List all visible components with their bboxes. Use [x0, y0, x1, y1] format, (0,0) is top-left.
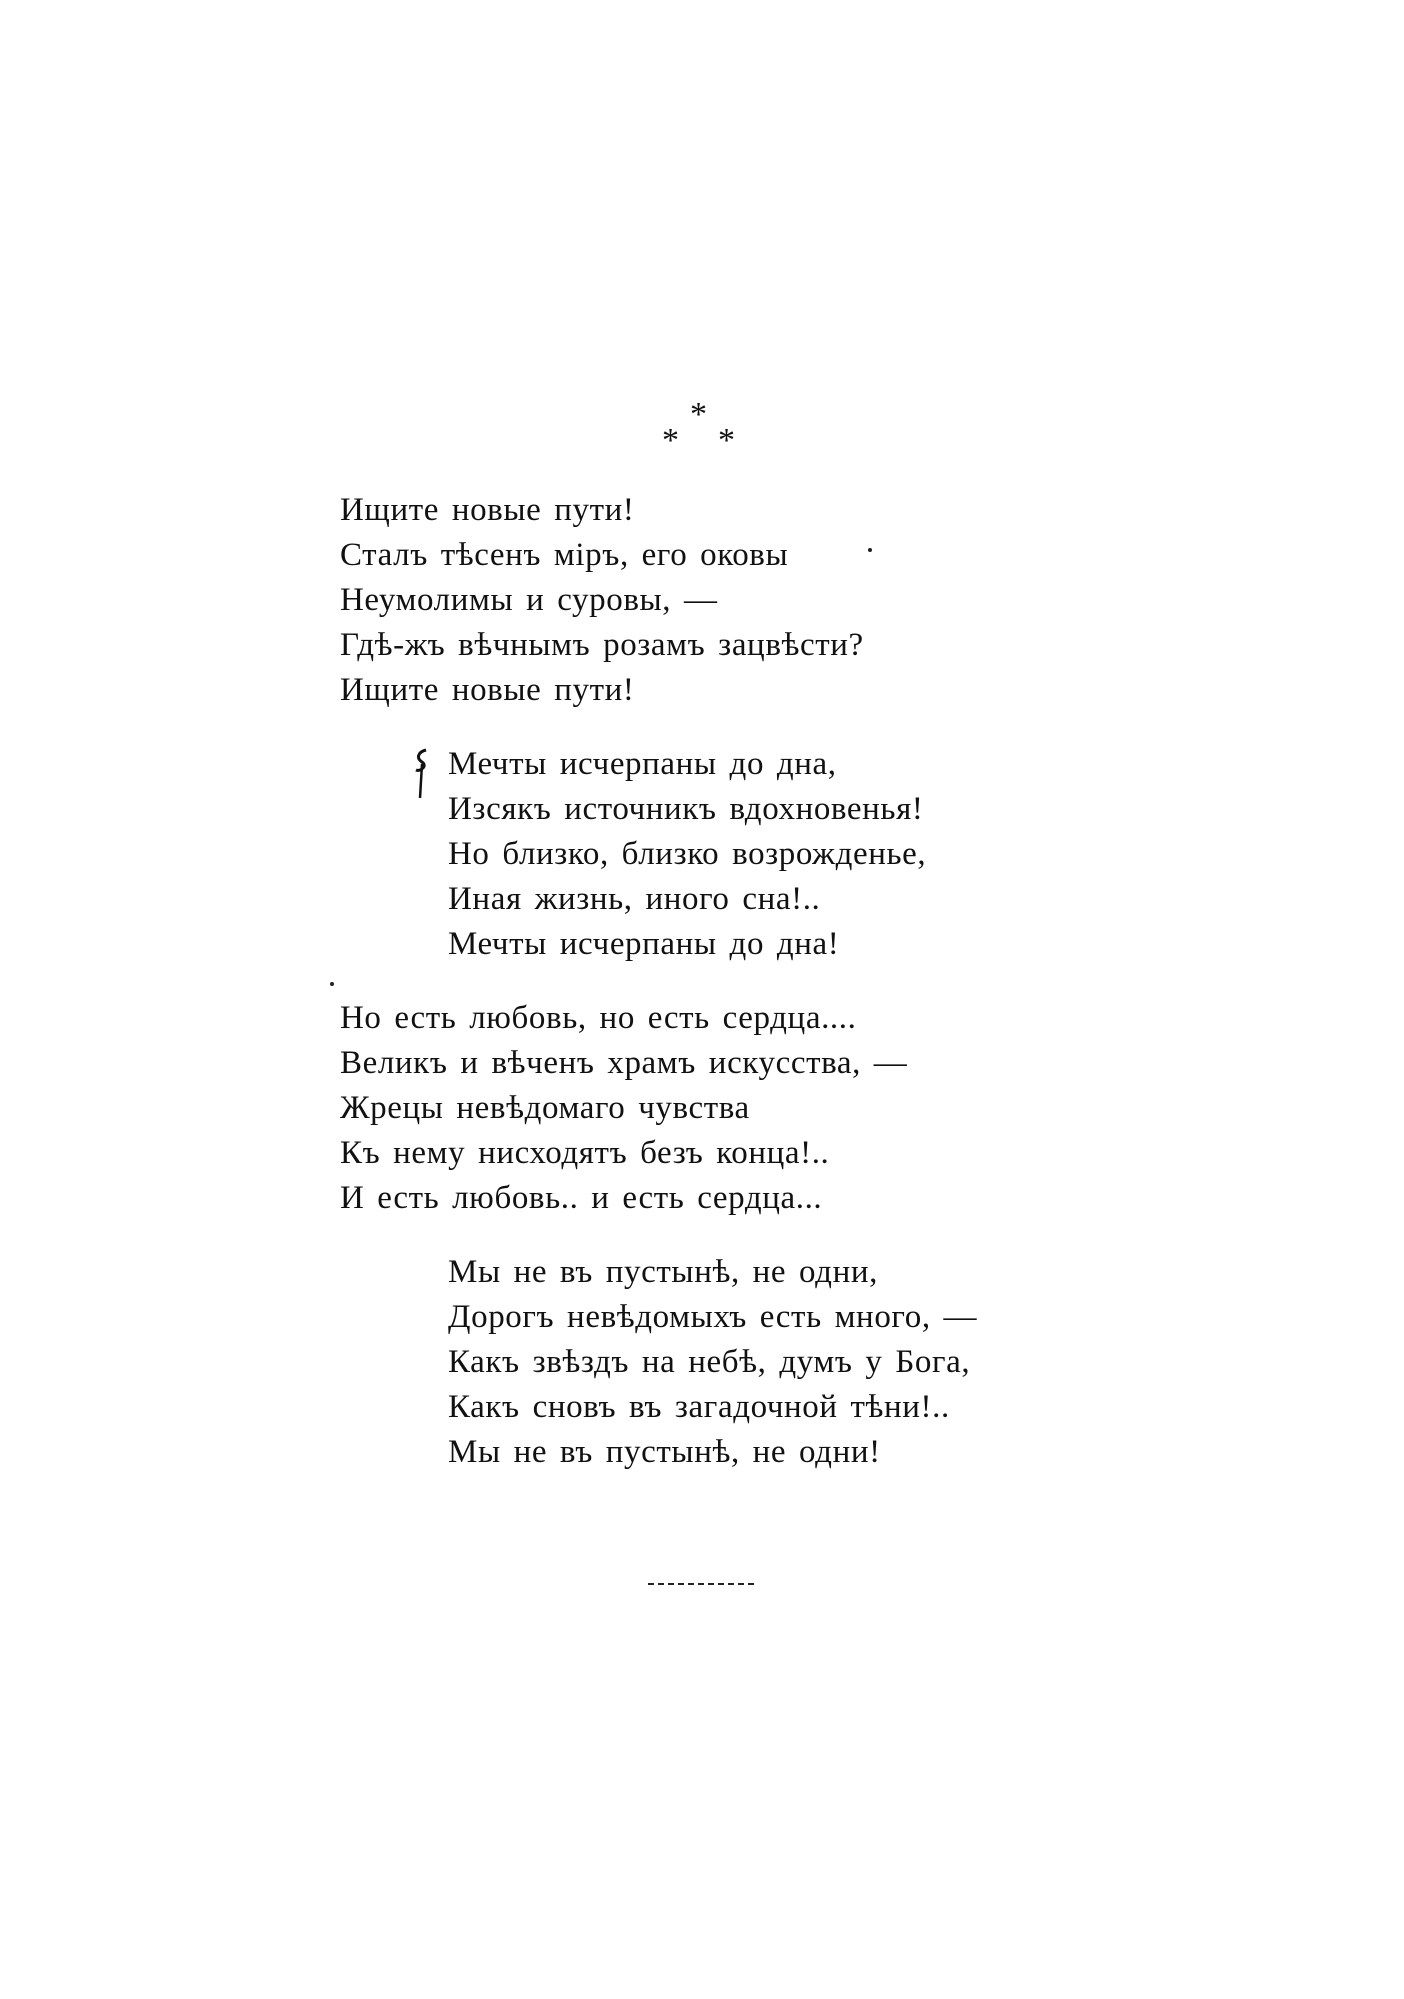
poem-line: Ищите новые пути!: [340, 492, 635, 528]
poem-line: И есть любовь.. и есть сердца...: [340, 1180, 823, 1216]
poem-line: Мечты исчерпаны до дна!: [448, 926, 840, 962]
asterism-star-top: *: [690, 396, 707, 433]
poem-line: Неумолимы и суровы, —: [340, 582, 718, 618]
poem-line: Но близко, близко возрожденье,: [448, 836, 927, 872]
poem-line: Жрецы невѣдомаго чувства: [340, 1090, 750, 1126]
poem-line: Дорогъ невѣдомыхъ есть много, —: [448, 1299, 978, 1335]
stanza-3: [340, 996, 907, 1221]
stanza-1: [340, 488, 864, 713]
poem-line: Какъ звѣздъ на небѣ, думъ у Бога,: [448, 1344, 971, 1380]
poem-line: Мечты исчерпаны до дна,: [448, 746, 837, 782]
handwritten-margin-mark: [412, 748, 430, 804]
ink-speck: [868, 548, 872, 552]
poem-line: Сталъ тѣсенъ міръ, его оковы: [340, 537, 789, 573]
poem-line: Мы не въ пустынѣ, не одни!: [448, 1434, 881, 1470]
poem-line: Гдѣ-жъ вѣчнымъ розамъ зацвѣсти?: [340, 627, 864, 663]
poem-line: Къ нему нисходятъ безъ конца!..: [340, 1135, 830, 1171]
poem-line: Мы не въ пустынѣ, не одни,: [448, 1254, 878, 1290]
poem-line: Иная жизнь, иного сна!..: [448, 881, 821, 917]
stanza-4: [448, 1250, 977, 1475]
poem-line: Какъ сновъ въ загадочной тѣни!..: [448, 1389, 950, 1425]
asterism-star-right: *: [718, 422, 735, 459]
end-rule-divider: [648, 1583, 754, 1587]
poem-line: Но есть любовь, но есть сердца....: [340, 1000, 857, 1036]
stanza-2: [448, 742, 926, 967]
poem-line: Ищите новые пути!: [340, 672, 635, 708]
ink-speck: [330, 982, 334, 986]
poem-line: Великъ и вѣченъ храмъ искусства, —: [340, 1045, 908, 1081]
asterism-star-left: *: [662, 422, 679, 459]
poem-line: Изсякъ источникъ вдохновенья!: [448, 791, 924, 827]
asterism-ornament: [650, 398, 750, 458]
